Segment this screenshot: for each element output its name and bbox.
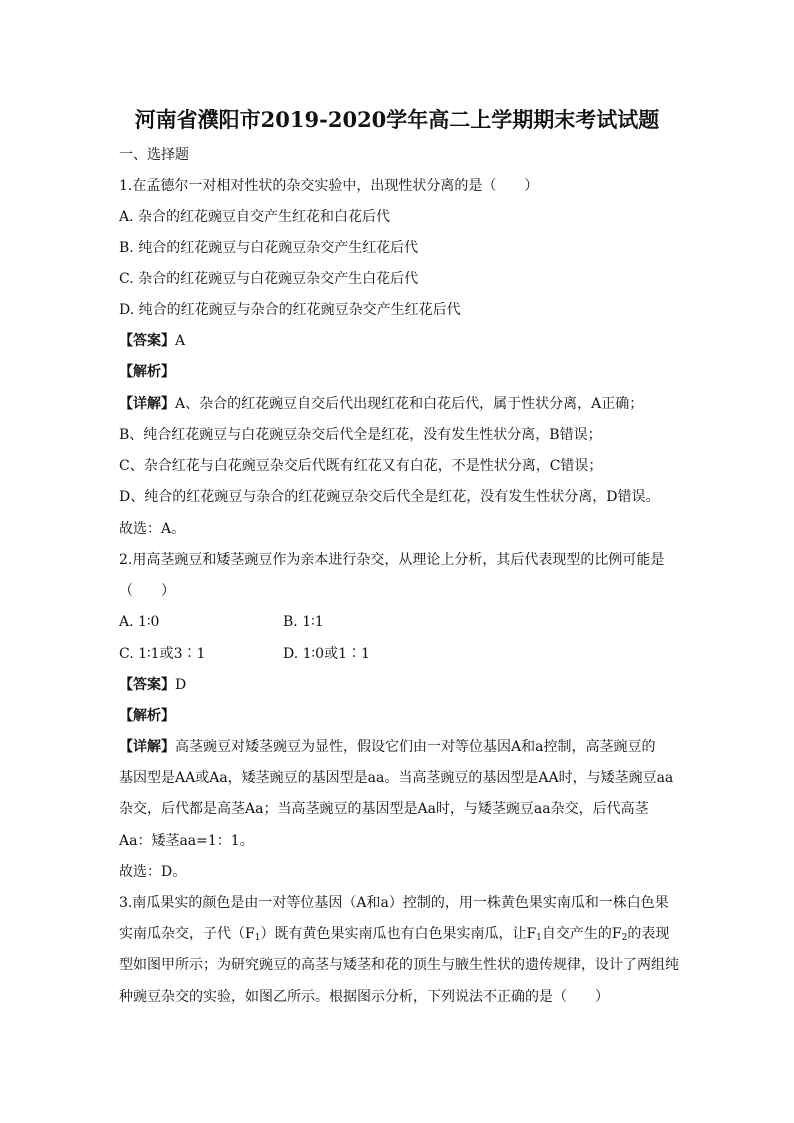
detail-text: A、杂合的红花豌豆自交后代出现红花和白花后代，属于性状分离，A正确； (175, 396, 644, 412)
q2-conclusion: 故选：D。 (119, 864, 187, 880)
q1-option-a: A. 杂合的红花豌豆自交产生红花和白花后代 (119, 209, 391, 225)
q3-line-1: 3.南瓜果实的颜色是由一对等位基因（A和a）控制的，用一株黄色果实南瓜和一株白色果 (119, 895, 669, 911)
q2-detail-1 (119, 738, 655, 756)
q1-option-b: B. 纯合的红花豌豆与白花豌豆杂交产生红花后代 (119, 240, 419, 256)
q1-stem: 1.在孟德尔一对相对性状的杂交实验中，出现性状分离的是（ ） (119, 178, 539, 194)
section-heading: 一、选择题 (119, 147, 189, 163)
q2-option-d: D. 1∶0或1∶1 (283, 646, 370, 662)
q2-stem-paren: （ ） (119, 583, 175, 599)
q1-detail-1 (119, 395, 643, 413)
q2-option-a: A. 1∶0 (119, 614, 160, 630)
q1-analysis-label: 【解析】 (119, 364, 175, 380)
q3-line-3: 型如图甲所示；为研究豌豆的高茎与矮茎和花的顶生与腋生性状的遗传规律，设计了两组纯 (119, 957, 679, 973)
subscript: 1 (536, 933, 542, 943)
q3-text: ）既有黄色果实南瓜也有白色果实南瓜，让F (260, 926, 537, 942)
q3-line-4: 种豌豆杂交的实验，如图乙所示。根据图示分析，下列说法不正确的是（ ） (119, 989, 609, 1005)
q2-analysis-label: 【解析】 (119, 708, 175, 724)
detail-text: 高茎豌豆对矮茎豌豆为显性，假设它们由一对等位基因A和a控制，高茎豌豆的 (175, 739, 656, 755)
q2-detail-4: Aa：矮茎aa=1：1。 (119, 833, 254, 849)
page-title: 河南省濮阳市2019-2020学年高二上学期期末考试试题 (134, 107, 660, 132)
q3-text: 自交产生的F (541, 926, 622, 942)
q1-detail-3: C、杂合红花与白花豌豆杂交后代既有红花又有白花，不是性状分离，C错误； (119, 458, 603, 474)
detail-label: 【详解】 (119, 739, 175, 755)
subscript: 1 (254, 933, 261, 943)
detail-label: 【详解】 (119, 396, 175, 412)
answer-label: 【答案】 (119, 333, 175, 349)
answer-value: D (175, 677, 187, 693)
q2-detail-2: 基因型是AA或Aa，矮茎豌豆的基因型是aa。当高茎豌豆的基因型是AA时，与矮茎豌豆aa (119, 770, 674, 786)
answer-value: A (175, 333, 186, 349)
q1-option-c: C. 杂合的红花豌豆与白花豌豆杂交产生白花后代 (119, 271, 419, 287)
q3-text: 的表现 (627, 926, 670, 942)
q1-conclusion: 故选：A。 (119, 521, 186, 537)
q1-option-d: D. 纯合的红花豌豆与杂合的红花豌豆杂交产生红花后代 (119, 302, 461, 318)
q2-option-c: C. 1∶1或3∶1 (119, 646, 206, 662)
q1-answer (119, 332, 185, 350)
q3-line-2 (119, 925, 669, 943)
q2-answer (119, 676, 186, 694)
q3-text: 实南瓜杂交，子代（F (119, 926, 255, 942)
q2-detail-3: 杂交，后代都是高茎Aa；当高茎豌豆的基因型是Aa时，与矮茎豌豆aa杂交，后代高茎 (119, 801, 649, 817)
q2-stem: 2.用高茎豌豆和矮茎豌豆作为亲本进行杂交，从理论上分析，其后代表现型的比例可能是 (119, 552, 665, 568)
subscript: 2 (621, 933, 628, 943)
q1-detail-2: B、纯合红花豌豆与白花豌豆杂交后代全是红花，没有发生性状分离，B错误； (119, 427, 602, 443)
answer-label: 【答案】 (119, 677, 175, 693)
q1-detail-4: D、纯合的红花豌豆与杂合的红花豌豆杂交后代全是红花，没有发生性状分离，D错误。 (119, 489, 660, 505)
q2-option-b: B. 1∶1 (283, 614, 324, 630)
